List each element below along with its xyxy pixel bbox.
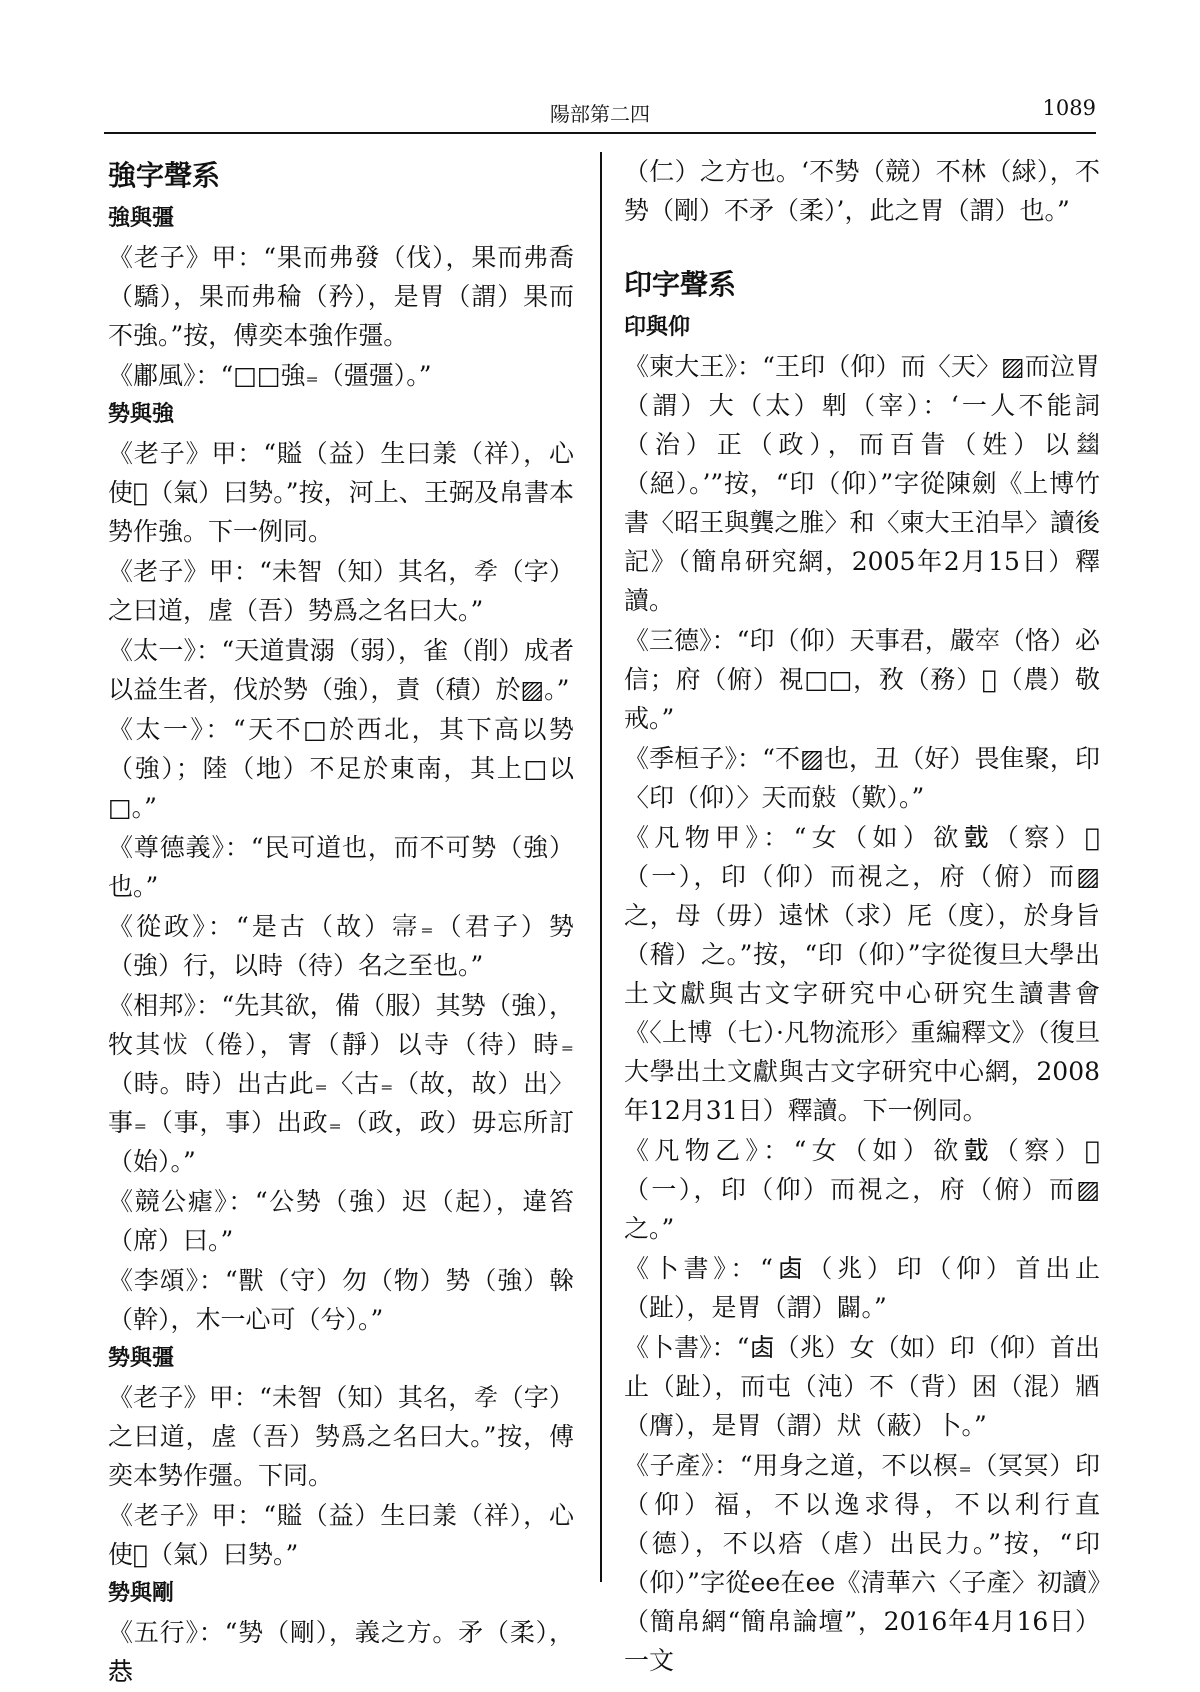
entry: 《老子》甲：“賹（益）生曰羕（祥），心使𠑡（氣）曰㔟。” — [108, 1501, 574, 1569]
column-divider — [600, 152, 602, 1582]
entry: 《太一》：“天不□於西北，其下高以㔟（強）；陸（地）不足於東南，其上□以□。” — [108, 715, 574, 822]
entry: 《太一》：“天道貴溺（弱），雀（削）成者以益生者，伐於㔟（強），責（積）於▨。” — [108, 636, 574, 704]
entry: 《從政》：“是古（故）𡨦₌（君子）㔟（強）行，以時（待）名之至也。” — [108, 912, 574, 980]
entry: 《三德》：“印（仰）天事君，嚴𡨧（恪）必信；府（俯）視□□，敄（務）𦿧（農）敬戒。” — [624, 626, 1100, 733]
entry: 《李頌》：“獸（守）勿（物）㔟（強）榦（幹），木一心可（兮）。” — [108, 1266, 574, 1334]
section-title: 強字聲系 — [108, 159, 221, 192]
continued-entry: （仁）之方也。‘不㔟（競）不林（絿），不㔟（剛）不矛（柔）’，此之胃（謂）也。” — [624, 157, 1100, 225]
entry: 《柬大王》：“王印（仰）而〈天〉▨而泣胃（謂）大（太）𠜱（宰）：‘一人不能詞（治）正（政），而百眚（姓）以𢇍（絕）。’”按，“印（仰）”字從陳劍《上博竹書〈昭王與龔之脽〉和〈柬大王泊旱〉讀後記》（簡帛研究網，2005年2月15日）釋讀。 — [624, 352, 1100, 615]
subsection-title: 㔟與剛 — [108, 1581, 175, 1606]
section-title: 印字聲系 — [624, 268, 737, 301]
entry: 《凡物乙》：“女（如）欲𢧜（察）𠤭（一），印（仰）而視之，府（俯）而▨之。” — [624, 1136, 1100, 1243]
entry: 《凡物甲》：“女（如）欲𢧜（察）𠤭（一），印（仰）而視之，府（俯）而▨之，母（毋）遠怵（求）厇（度），於身旨（稽）之。”按，“印（仰）”字從復旦大學出土文獻與古文字研究中心研究生讀書會《〈上博（七）·凡物流形〉重編釋文》（復旦大學出土文獻與古文字研究中心網，2008年12月31日）釋讀。下一例同。 — [624, 823, 1100, 1125]
entry: 《卜書》：“𠧪（兆）女（如）印（仰）首出止（趾），而屯（沌）不（背）困（混）𨟻（膺），是胃（謂）㹜（蔽）卜。” — [624, 1333, 1100, 1440]
right-column — [624, 152, 1100, 1681]
subsection-title: 㔟與強 — [108, 402, 175, 427]
entry: 《老子》甲：“果而弗發（伐），果而弗喬（驕），果而弗稐（矜），是胃（謂）果而不強。”按，傅奕本強作彊。 — [108, 243, 574, 350]
section-gap — [624, 231, 1100, 261]
subsection-title: 強與彊 — [108, 206, 175, 231]
entry: 《老子》甲：“未智（知）其名，𡥉（字）之曰道，虗（吾）㔟爲之名曰大。”按，傅奕本㔟作彊。下同。 — [108, 1383, 574, 1490]
entry: 《相邦》：“先其欲，備（服）其㔟（強），牧其𢘀（倦），寈（靜）以寺（待）時₌（時。時）出古此₌〈古₌（故，故）出〉事₌（事，事）出政₌（政，政）毋忘所訂（始）。” — [108, 991, 574, 1176]
subsection-title: 印與仰 — [624, 315, 691, 340]
entry: 《老子》甲：“賹（益）生曰羕（祥），心使𠑡（氣）曰㔟。”按，河上、王弼及帛書本㔟作強。下一例同。 — [108, 439, 574, 546]
entry: 《鄘風》：“□□強₌（彊彊）。” — [108, 361, 432, 390]
entry: 《季桓子》：“不▨也，丑（好）畏隹聚，印〈印（仰）〉天而𢿞（歎）。” — [624, 744, 1100, 812]
entry: 《老子》甲：“未智（知）其名，𡥉（字）之曰道，虗（吾）㔟爲之名曰大。” — [108, 557, 574, 625]
subsection-title: 㔟與彊 — [108, 1346, 175, 1371]
entry: 《卜書》：“𠧪（兆）印（仰）首出止（趾），是胃（謂）闢。” — [624, 1254, 1100, 1322]
left-column — [108, 152, 574, 1692]
page-header — [104, 92, 1096, 134]
entry: 《子產》：“用身之道，不以榠₌（冥冥）印（仰）福，不以逸求得，不以利行直（德），不以㾑（虐）出民力。”按，“印（仰）”字從ee在ee《清華六〈子產〉初讀》（簡帛網“簡帛論壇”，2016年4月16日）一文 — [624, 1451, 1100, 1675]
page-number: 1089 — [1042, 96, 1096, 120]
entry: 《尊德義》：“民可道也，而不可㔟（強）也。” — [108, 833, 574, 901]
entry: 《競公瘧》：“公㔟（強）迟（起），違笞（席）曰。” — [108, 1187, 574, 1255]
running-head: 陽部第二四 — [550, 102, 650, 126]
entry: 《五行》：“㔟（剛），義之方。矛（柔），𢙄 — [108, 1618, 574, 1686]
